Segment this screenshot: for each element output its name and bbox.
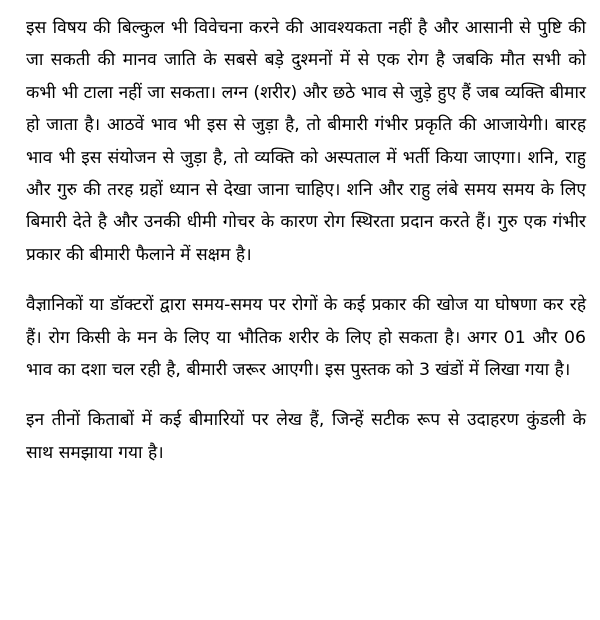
paragraph-disease-astrology-intro: इस विषय की बिल्कुल भी विवेचना करने की आवश्यकता नहीं है और आसानी से पुष्टि की जा सकती की मानव जाति के सबसे बड़े दुश्मनों में से एक रोग है जबकि मौत सभी को कभी भी टाला नहीं जा सकता। लग्न (शरीर) और छठे भाव से जुड़े हुए हैं जब व्यक्ति बीमार हो जाता है। आठवें भाव भी इस से जुड़ा है, तो बीमारी गंभीर प्रकृति की आजायेगी। बारह भाव भी इस संयोजन से जुड़ा है, तो व्यक्ति को अस्पताल में भर्ती किया जाएगा। शनि, राहु और गुरु की तरह ग्रहों ध्यान से देखा जाना चाहिए। शनि और राहु लंबे समय समय के लिए बिमारी देते है और उनकी धीमी गोचर के कारण रोग स्थिरता प्रदान करते हैं। गुरु एक गंभीर प्रकार की बीमारी फैलाने में सक्षम है। — [26, 18, 586, 265]
paragraph-books-summary: इन तीनों किताबों में कई बीमारियों पर लेख हैं, जिन्हें सटीक रूप से उदाहरण कुंडली के साथ समझाया गया है। — [26, 410, 586, 463]
paragraph-scientists-research: वैज्ञानिकों या डॉक्टरों द्वारा समय-समय पर रोगों के कई प्रकार की खोज या घोषणा कर रहे हैं। रोग किसी के मन के लिए या भौतिक शरीर के लिए हो सकता है। अगर 01 और 06 भाव का दशा चल रही है, बीमारी जरूर आएगी। इस पुस्तक को 3 खंडों में लिखा गया है। — [26, 295, 586, 381]
